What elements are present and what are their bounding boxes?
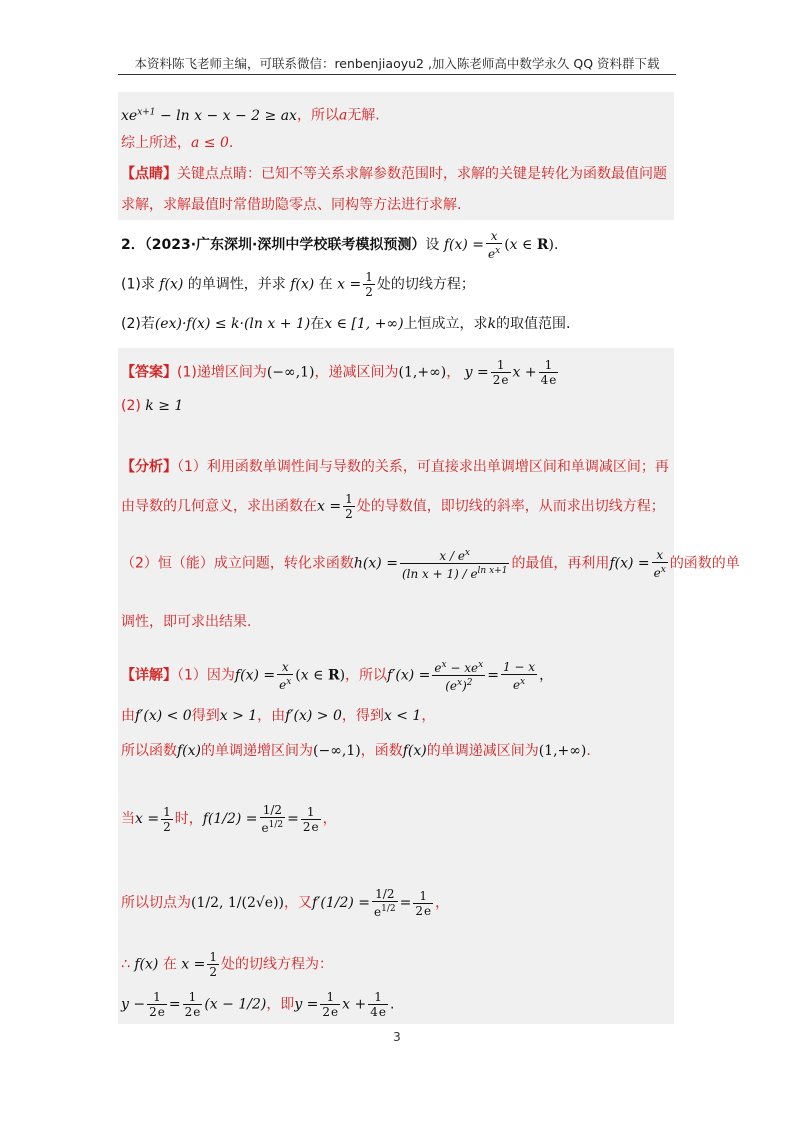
- note-line-2: 求解，求解最值时常借助隐零点、同构等方法进行求解.: [121, 197, 462, 213]
- answer-line-2: (2) k ≥ 1: [121, 398, 184, 414]
- note-label: 【点睛】: [121, 166, 177, 182]
- detail-line-1: 【详解】（1）因为f(x) = $\frac{x}{e^x}$ (x ∈ R)，所以f′(x) = $\frac{e^x - xe^x}{(e^x)^2}$ = $\frac{1 - x}{e^x}$ ，: [121, 659, 554, 693]
- note-line-1: 【点睛】关键点点睛：已知不等关系求解参数范围时，求解的关键是转化为函数最值问题: [121, 166, 667, 182]
- page-header: 本资料陈飞老师主编，可联系微信：renbenjiaoyu2 ,加入陈老师高中数学永久 QQ 资料群下载: [134, 56, 660, 71]
- analysis-line-4: 调性，即可求出结果.: [121, 614, 252, 630]
- answer-line-1: 【答案】(1)递增区间为(−∞,1)，递减区间为(1,+∞)， y = $\frac{1}{2e}$ x + $\frac{1}{4e}$: [121, 358, 557, 387]
- problem-source: （2023·广东深圳·深圳中学校联考模拟预测）: [144, 237, 426, 253]
- detail-line-7: y − $\frac{1}{2e}$ = $\frac{1}{2e}$ (x − 1/2)，即y = $\frac{1}{2e}$ x + $\frac{1}{4e}$ .: [121, 990, 395, 1019]
- detail-label: 【详解】: [121, 667, 177, 684]
- analysis-line-1: 【分析】（1）利用函数单调性间与导数的关系，可直接求出单调增区间和单调减区间；再: [121, 459, 669, 475]
- question-2: (2)若(ex)·f(x) ≤ k·(ln x + 1)在x ∈ [1, +∞)上恒成立，求k的取值范围.: [121, 316, 571, 332]
- analysis-line-2: 由导数的几何意义，求出函数在x = $\frac{1}{2}$ 处的导数值，即切线的斜率，从而求出切线方程；: [121, 492, 665, 521]
- problem-title: 2．（2023·广东深圳·深圳中学校联考模拟预测）设 f(x) = $\frac{x}{e^x}$ (x ∈ R).: [121, 229, 559, 261]
- detail-line-2: 由f′(x) < 0得到x > 1，由f′(x) > 0，得到x < 1，: [121, 708, 436, 724]
- detail-line-3: 所以函数f(x)的单调递增区间为(−∞,1)，函数f(x)的单调递减区间为(1,+∞).: [121, 743, 591, 759]
- page-number: 3: [393, 1030, 401, 1044]
- detail-line-5: 所以切点为(1/2, 1/(2√e))，又f′(1/2) = $\frac{1/2}{e^{1/2}}$ = $\frac{1}{2e}$ ，: [121, 887, 450, 919]
- top-line-1: $xe^{x+1} - \ln x - x - 2$ ≥ ax，所以a无解.: [121, 107, 380, 124]
- detail-line-6: ∴ f(x) 在 x = $\frac{1}{2}$ 处的切线方程为：: [121, 950, 333, 979]
- detail-line-4: 当x = $\frac{1}{2}$ 时，f(1/2) = $\frac{1/2}{e^{1/2}}$ = $\frac{1}{2e}$ ，: [121, 803, 337, 835]
- top-line-2: 综上所述，a ≤ 0.: [121, 135, 234, 151]
- analysis-label: 【分析】: [121, 459, 177, 475]
- inequality-math: $xe^{x+1} - \ln x - x - 2$ ≥ ax: [121, 107, 297, 124]
- answer-label: 【答案】: [121, 364, 177, 381]
- header-divider: [118, 74, 676, 75]
- analysis-line-3: （2）恒（能）成立问题，转化求函数h(x) = $\frac{x / e^x}{(\ln x + 1) / e^{ln x+1}}$ 的最值，再利用f(x) = $\frac{x}{e^x}$ 的函数的单: [121, 547, 740, 581]
- question-1: (1)求 f(x) 的单调性，并求 f(x) 在 x = $\frac{1}{2}$ 处的切线方程；: [121, 270, 475, 299]
